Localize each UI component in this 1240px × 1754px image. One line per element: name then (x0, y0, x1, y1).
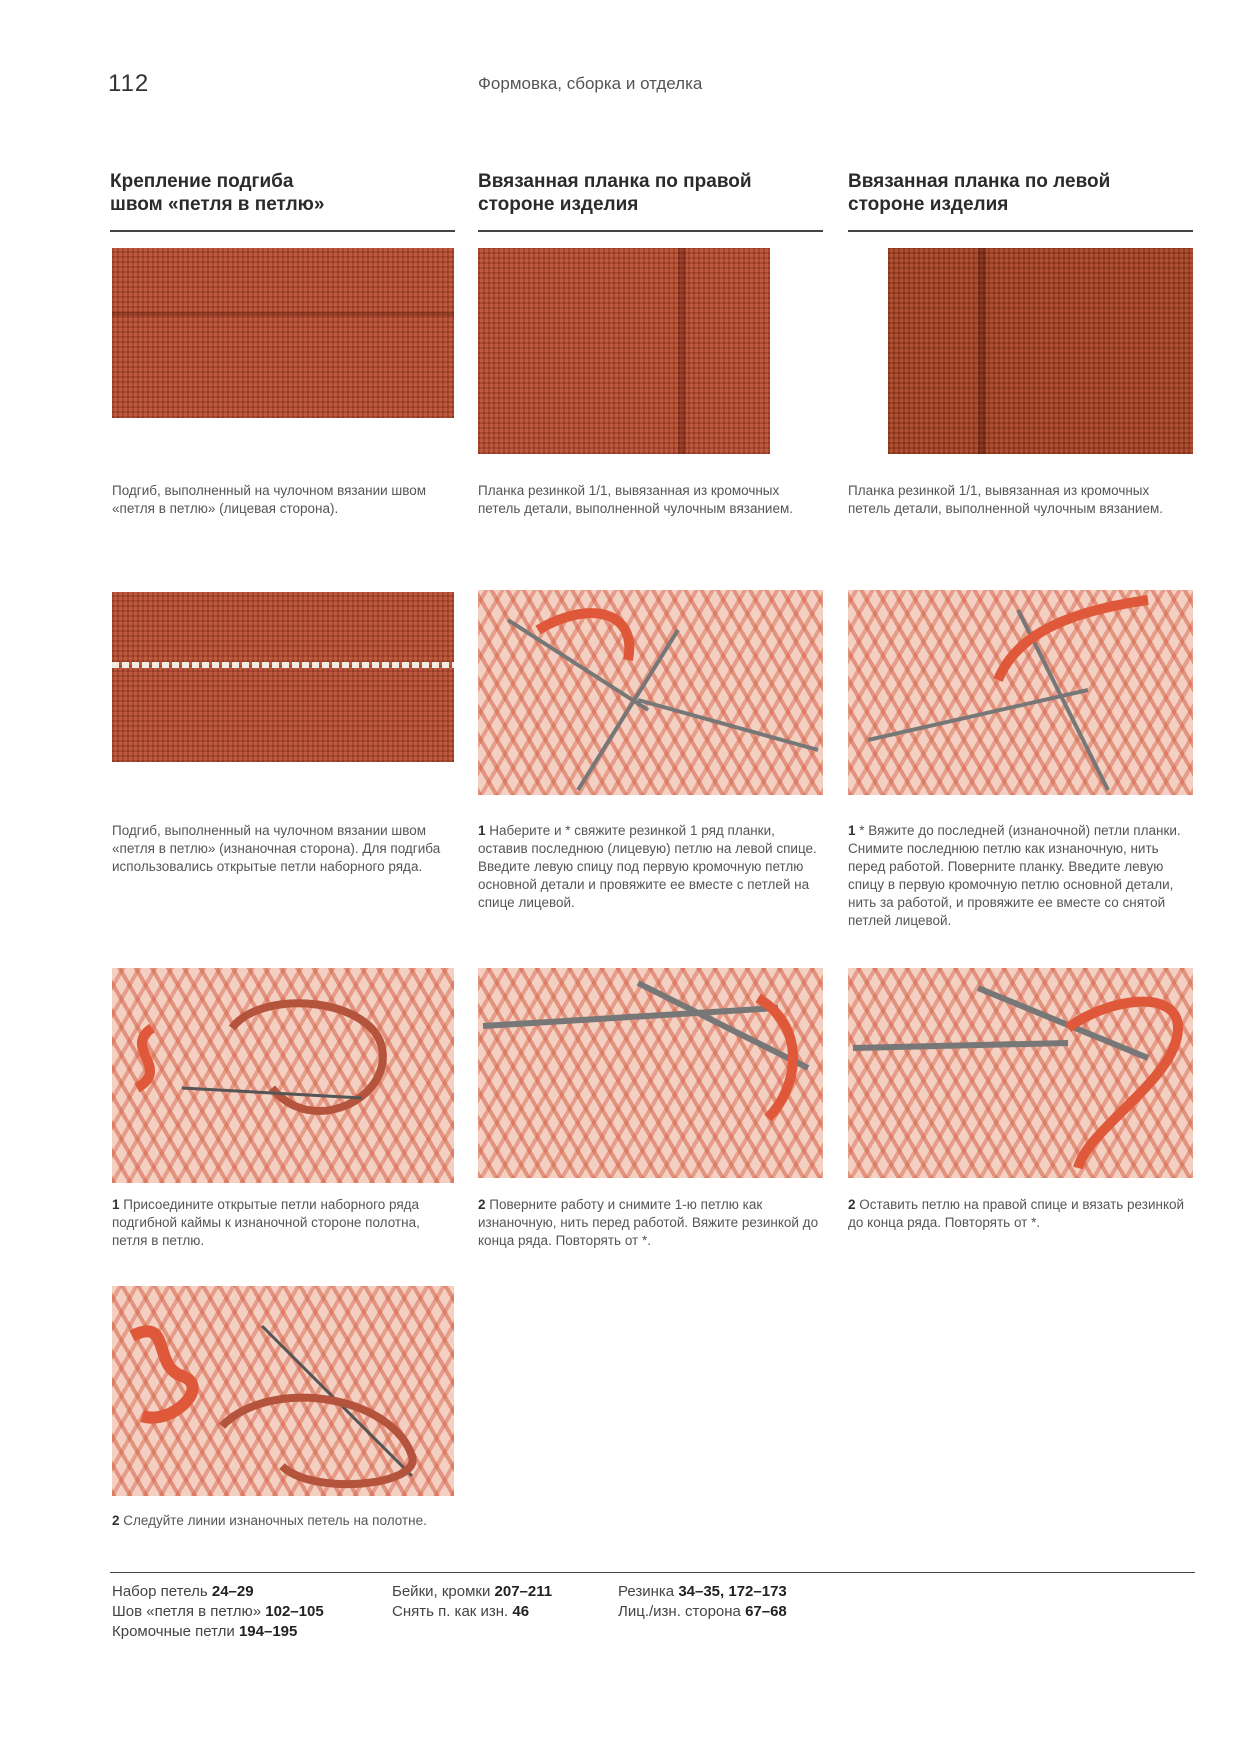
caption-right-band: Планка резинкой 1/1, вывязанная из кромочных петель детали, выполненной чулочным вязанием. (478, 483, 793, 516)
column-3-title-line1: Ввязанная планка по левой (848, 171, 1111, 192)
step-number: 1 (478, 823, 486, 838)
step-text: Наберите и * свяжите резинкой 1 ряд планки, оставив последнюю (лицевую) петлю на левой спице. Введите левую спицу под первую кромочную петлю основной детали и провяжите ее вместе с петлей на спице лицевой. (478, 823, 817, 910)
footer-rule (110, 1572, 1195, 1573)
reference-item: Лиц./изн. сторона 67–68 (618, 1603, 787, 1620)
running-title: Формовка, сборка и отделка (478, 74, 703, 93)
column-2-rule (478, 230, 823, 232)
references-col-3 (618, 1582, 918, 1622)
needle-yarn-drawing (848, 968, 1193, 1178)
step-text: Следуйте линии изнаночных петель на полотне. (123, 1513, 427, 1528)
references-col-2 (392, 1582, 622, 1622)
step-number: 2 (848, 1197, 856, 1212)
needle-yarn-drawing (478, 968, 823, 1178)
needle-yarn-drawing (112, 968, 454, 1183)
caption-right-band-step2 (478, 1196, 823, 1250)
left-band-step2-illustration (848, 968, 1193, 1178)
step-number: 2 (478, 1197, 486, 1212)
caption-hem-front: Подгиб, выполненный на чулочном вязании швом «петля в петлю» (лицевая сторона). (112, 483, 427, 516)
column-2-title-line2: стороне изделия (478, 194, 639, 215)
step-text: * Вяжите до последней (изнаночной) петли планки. Снимите последнюю петлю как изнаночную, нить перед работой. Поверните планку. Введите левую спицу в первую кромочную петлю основной детали, нить за работой, и провяжите ее вместе со снятой петлей лицевой. (848, 823, 1181, 928)
step-text: Оставить петлю на правой спице и вязать резинкой до конца ряда. Повторять от *. (848, 1197, 1185, 1230)
reference-item: Шов «петля в петлю» 102–105 (112, 1603, 324, 1620)
column-2-title (478, 170, 818, 216)
left-band-step1-illustration (848, 590, 1193, 795)
hem-step2-illustration (112, 1286, 454, 1496)
page-number: 112 (108, 70, 150, 97)
step-text: Поверните работу и снимите 1-ю петлю как изнаночную, нить перед работой. Вяжите резинкой до конца ряда. Повторять от *. (478, 1197, 819, 1248)
step-number: 1 (112, 1197, 120, 1212)
caption-hem-step1 (112, 1196, 454, 1250)
references-col-1 (112, 1582, 372, 1642)
right-band-step1-illustration (478, 590, 823, 795)
column-3-title-line2: стороне изделия (848, 194, 1009, 215)
hem-step1-illustration (112, 968, 454, 1183)
reference-item: Резинка 34–35, 172–173 (618, 1583, 787, 1600)
reference-item: Кромочные петли 194–195 (112, 1623, 298, 1640)
caption-left-band-step2 (848, 1196, 1193, 1232)
column-1-title (110, 170, 450, 216)
needle-yarn-drawing (478, 590, 823, 795)
step-number: 1 (848, 823, 856, 838)
caption-hem-step2 (112, 1512, 454, 1530)
step-text: Присоедините открытые петли наборного ряда подгибной каймы к изнаночной стороне полотна, петля в петлю. (112, 1197, 420, 1248)
reference-item: Бейки, кромки 207–211 (392, 1583, 553, 1600)
column-2-title-line1: Ввязанная планка по правой (478, 171, 752, 192)
right-band-step2-illustration (478, 968, 823, 1178)
caption-right-band-step1 (478, 822, 823, 912)
reference-item: Снять п. как изн. 46 (392, 1603, 530, 1620)
caption-left-band: Планка резинкой 1/1, вывязанная из кромочных петель детали, выполненной чулочным вязанием. (848, 483, 1163, 516)
hem-front-photo (112, 248, 454, 418)
step-number: 2 (112, 1513, 120, 1528)
caption-left-band-step1 (848, 822, 1193, 930)
column-3-title (848, 170, 1188, 216)
caption-hem-back: Подгиб, выполненный на чулочном вязании швом «петля в петлю» (изнаночная сторона). Для подгиба использовались открытые петли наборного ряда. (112, 823, 441, 874)
right-band-photo (478, 248, 770, 454)
column-3-rule (848, 230, 1193, 232)
needle-yarn-drawing (112, 1286, 454, 1496)
hem-back-photo (112, 592, 454, 762)
column-1-title-line2: швом «петля в петлю» (110, 194, 325, 215)
reference-item: Набор петель 24–29 (112, 1583, 254, 1600)
column-1-title-line1: Крепление подгиба (110, 171, 294, 192)
column-1-rule (110, 230, 455, 232)
needle-yarn-drawing (848, 590, 1193, 795)
left-band-photo (888, 248, 1193, 454)
